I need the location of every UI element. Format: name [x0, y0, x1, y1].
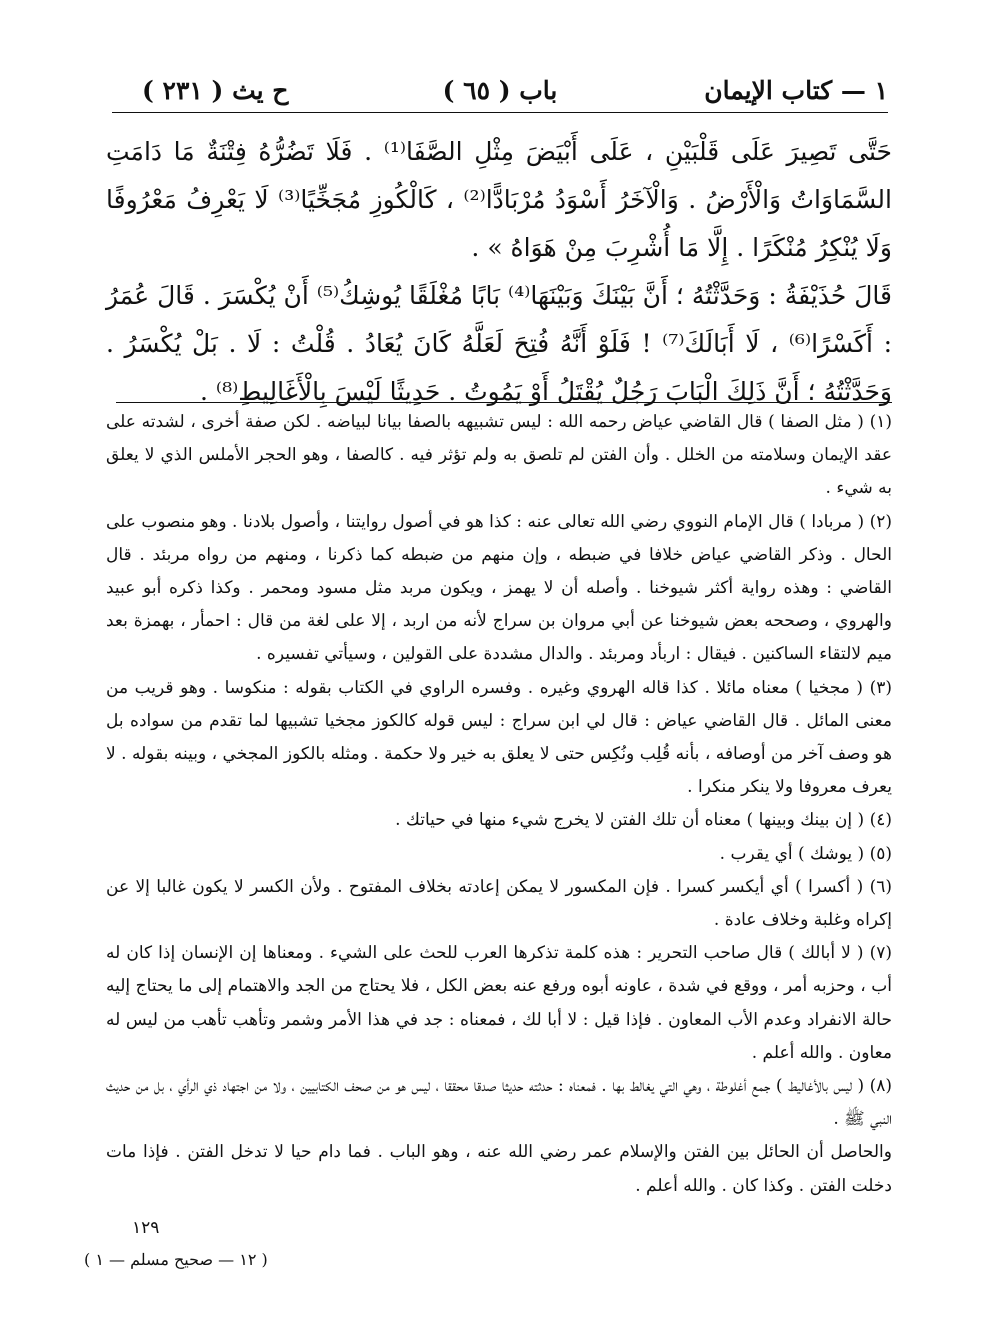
footnotes	[106, 406, 892, 1203]
printer-signature: ( ١٢ — صحيح مسلم — ١ )	[84, 1250, 268, 1269]
header-rule	[112, 112, 888, 113]
footnote-8: (٨) ( ليس بالأغاليط ) جمع أغلوطة ، وهي التي يغالط بها . فمعناه : حدثته حديثا صدقا محققا ، ليس هو من صحف الكتابيين ، ولا من اجتهاد ذي الرأي ، بل من حديث النبي ﷺ .	[106, 1076, 892, 1130]
header-book-title: ١ — كتاب الإيمان	[704, 76, 888, 105]
footnote-4: (٤) ( إن بينك وبينها ) معناه أن تلك الفتن لا يخرج شيء منها في حياتك .	[395, 810, 892, 831]
footnotes-separator	[116, 402, 892, 403]
hadith-paragraph-2: قَالَ حُذَيْفَةُ : وَحَدَّثْتُهُ ؛ أَنَّ بَيْنَكَ وَبَيْنَهَا⁽⁴⁾ بَابًا مُغْلَقًا يُوشِكُ⁽⁵⁾ أَنْ يُكْسَرَ . قَالَ عُمَرُ : أَكَسْرًا⁽⁶⁾ ، لَا أَبَالَكَ⁽⁷⁾ ! فَلَوْ أَنَّهُ فُتِحَ لَعَلَّهُ كَانَ يُعَادُ . قُلْتُ : لَا . بَلْ يُكْسَرُ . وَحَدَّثْتُهُ ؛ أَنَّ ذَلِكَ الْبَابَ رَجُلٌ يُقْتَلُ أَوْ يَمُوتُ . حَدِيثًا لَيْسَ بِالْأَغَالِيطِ⁽⁸⁾ .	[106, 281, 893, 406]
footnote-1: (١) ( مثل الصفا ) قال القاضي عياض رحمه الله : ليس تشبيهه بالصفا بيانا لبياضه . لكن صفة أخرى ، لشدته على عقد الإيمان وسلامته من الخلل . وأن الفتن لم تلصق به ولم تؤثر فيه . كالصفا ، وهو الحجر الأملس الذي لا يعلق به شيء .	[106, 412, 892, 499]
footnote-2: (٢) ( مربادا ) قال الإمام النووي رضي الله تعالى عنه : كذا هو في أصول روايتنا ، وأصول بلادنا . وهو منصوب على الحال . وذكر القاضي عياض خلافا في ضبطه ، وإن منهم من ضبطه كما ذكرنا ، ومنهم من رواه مربئد . قال القاضي : وهذه رواية أكثر شيوخنا . وأصله أن لا يهمز ، ويكون مربد مثل مسود ومحمر . وكذا ذكره أبو عبيد والهروي ، وصححه بعض شيوخنا عن أبي مروان بن سراج لأنه من اربد ، إلا على لغة من قال : احمأر ، بهمزة بعد ميم لالتقاء الساكنين . فيقال : اربأد ومربئد . والدال مشددة على القولين ، وسيأتي تفسيره .	[106, 511, 892, 665]
hadith-text	[106, 128, 892, 416]
header-chapter-number: ( ٦٥ ) باب	[442, 76, 558, 105]
footnote-7: (٧) ( لا أبالك ) قال صاحب التحرير : هذه كلمة تذكرها العرب للحث على الشيء . ومعناها إن الإنسان إذا كان له أب ، وحزبه أمر ، ووقع في شدة ، عاونه أبوه ورفع عنه بعض الكل ، فلا يحتاج من الجد والاهتمام إلى ما يحتاج إليه حالة الانفراد وعدم الأب المعاون . فإذا قيل : لا أبا لك ، فمعناه : جد في هذا الأمر وشمر وتأهب تأهب من ليس له معاون . والله أعلم .	[106, 943, 892, 1063]
hadith-paragraph-1: حَتَّى تَصِيرَ عَلَى قَلْبَيْنِ ، عَلَى أَبْيَضَ مِثْلِ الصَّفَا⁽¹⁾ . فَلَا تَضُرُّهُ فِتْنَةٌ مَا دَامَتِ السَّمَاوَاتُ وَالْأَرْضُ . وَالْآخَرُ أَسْوَدُ مُرْبَادًّا⁽²⁾ ، كَالْكُوزِ مُجَخِّيًا⁽³⁾ لَا يَعْرِفُ مَعْرُوفًا وَلَا يُنْكِرُ مُنْكَرًا . إِلَّا مَا أُشْرِبَ مِنْ هَوَاهُ » .	[106, 137, 893, 262]
header-hadith-number: ( ٢٣١ ) ح يث	[142, 76, 289, 105]
footnote-5: (٥) ( يوشك ) أي يقرب .	[719, 843, 892, 864]
running-header	[112, 72, 888, 112]
footnote-3: (٣) ( مجخيا ) معناه مائلا . كذا قاله الهروي وغيره . وفسره الراوي في الكتاب بقوله : منكوسا . وهو قريب من معنى المائل . قال القاضي عياض : قال لي ابن سراج : ليس قوله كالكوز مجخيا تشبيها لما تقدم من سواده بل هو وصف آخر من أوصافه ، بأنه قُلِب ونُكِس حتى لا يعلق به خير ولا حكمة . ومثله بالكوز المجخي ، وبينه بقوله . لا يعرف معروفا ولا ينكر منكرا .	[106, 677, 892, 798]
footnote-conclusion: والحاصل أن الحائل بين الفتن والإسلام عمر رضي الله عنه ، وهو الباب . فما دام حيا لا تدخل الفتن . فإذا مات دخلت الفتن . وكذا كان . والله أعلم .	[106, 1142, 892, 1196]
footnote-6: (٦) ( أكسرا ) أي أيكسر كسرا . فإن المكسور لا يمكن إعادته بخلاف المفتوح . ولأن الكسر لا يكون غالبا إلا عن إكراه وغلبة وخلاف عادة .	[106, 876, 892, 931]
page-number: ١٢٩	[132, 1218, 160, 1238]
